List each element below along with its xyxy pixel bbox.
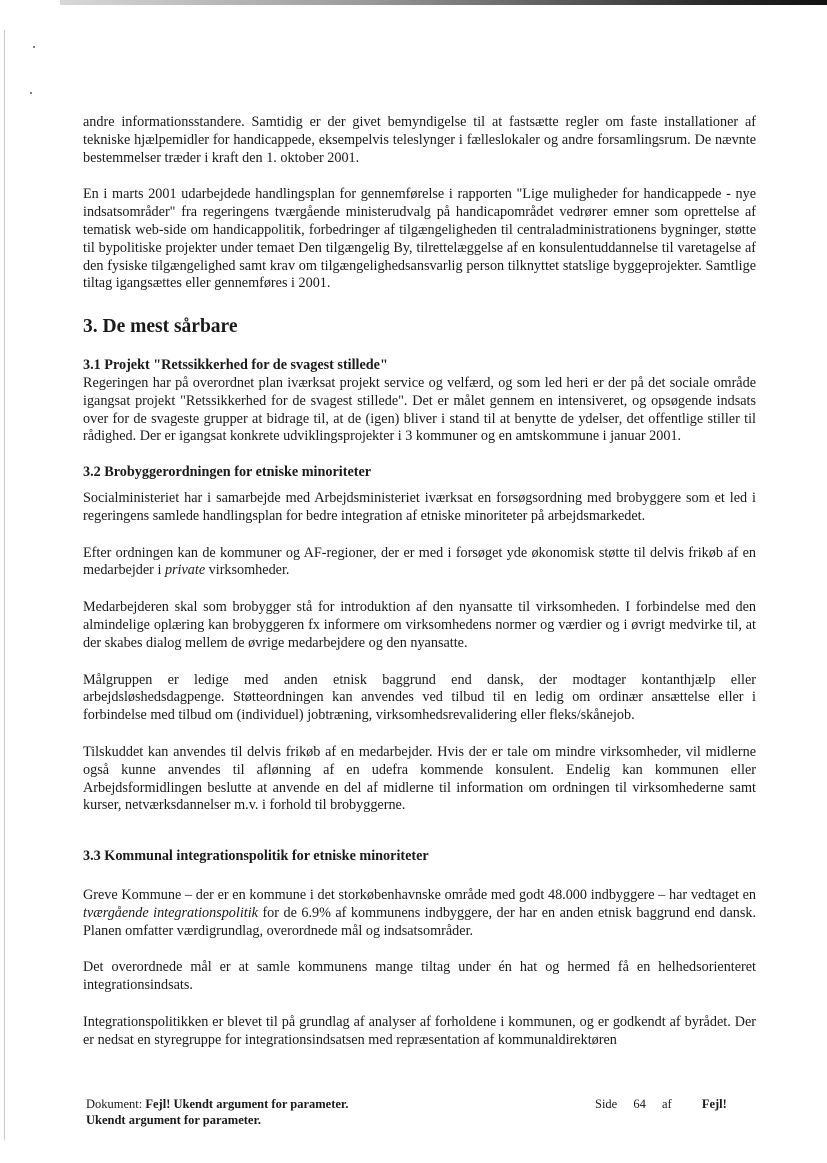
section-3-2-paragraph-1: Socialministeriet har i samarbejde med Arbejdsministeriet iværksat en forsøgsordning med brobyggere som et led i regeringens samlede handlingsplan for bedre integration af etniske minoriteter på arbejdsmarkedet. (83, 489, 756, 524)
text-run: Efter ordningen kan de kommuner og AF-regioner, der er med i forsøget yde økonomisk støtte til delvis frikøb af en medarbejder i (83, 544, 756, 579)
paragraph-standards: andre informationsstandere. Samtidig er der givet bemyndigelse til at fastsætte regler om faste installationer af tekniske hjælpemidler for handicappede, eksempelvis teleslynger i fælleslokaler og andre forsamlingsrum. De nævnte bestemmelser træder i kraft den 1. oktober 2001. (83, 114, 756, 166)
section-3-3-heading: 3.3 Kommunal integrationspolitik for etniske minoriteter (83, 848, 429, 865)
scan-speck (33, 46, 35, 48)
footer-page-number: 64 (633, 1097, 646, 1111)
italic-text-run: private (164, 562, 206, 579)
paragraph-action-plan: En i marts 2001 udarbejdede handlingsplan for gennemførelse i rapporten "Lige muligheder for handicappede - nye indsatsområder" fra regeringens tværgående ministerudvalg på handicapområdet vedrører emner som oprettelse af tematisk web-side om handicappolitik, forbedringer af tilgængeligheden til centraladministrationens bygninger, støtte til bypolitiske projekter under temaet Den tilgængelig By, tilrettelæggelse af en konsulentuddannelse til varetagelse af den fysiske tilgængelighed samt krav om tilgængelighedsansvarlig person tilknyttet statslige byggeprojekter. Samtlige tiltag igangsættes eller gennemføres i 2001. (83, 186, 756, 292)
section-3-3-paragraph-1 (83, 887, 756, 940)
scan-speck (30, 92, 32, 94)
section-3-3-paragraph-3: Integrationspolitikken er blevet til på grundlag af analyser af forholdene i kommunen, og er godkendt af byrådet. Der er nedsat en styregruppe for integrationsindsatsen med repræsentation af kommunaldirektøren (83, 1013, 756, 1048)
footer-of-label: af (661, 1097, 672, 1111)
footer-total-error: Fejl! (701, 1097, 727, 1111)
footer-error-text-line-2: Ukendt argument for parameter. (86, 1113, 261, 1127)
document-body (83, 114, 756, 1049)
text-run: for de 6.9% af kommunens indbyggere, der har en anden etnisk baggrund end dansk. Planen omfatter værdigrundlag, overordnede mål og indsatsområder. (83, 904, 757, 939)
footer-page-info (595, 1096, 727, 1112)
section-3-2-heading: 3.2 Brobyggerordningen for etniske minoriteter (83, 464, 372, 481)
footer-side-label: Side (595, 1097, 618, 1111)
text-run: virksomheder. (205, 562, 290, 579)
left-scan-edge (4, 30, 5, 1140)
italic-text-run: tværgående integrationspolitik (83, 904, 258, 921)
footer-document-info (86, 1096, 416, 1128)
top-scan-rule (60, 0, 827, 5)
section-3-2-paragraph-2 (83, 545, 756, 581)
section-3-3-paragraph-2: Det overordnede mål er at samle kommunens mange tiltag under én hat og hermed få en helhedsorienteret integrationsindsats. (83, 959, 756, 994)
section-3-2-paragraph-5: Tilskuddet kan anvendes til delvis frikøb af en medarbejder. Hvis der er tale om mindre virksomheder, vil midlerne også kunne anvendes til aflønning af en udefra kommende konsulent. Endelig kan kommunen eller Arbejdsformidlingen beslutte at anvende en del af midlerne til information om ordningen til virksomhederne samt kurser, netværksdannelser m.v. i forhold til brobyggerne. (83, 743, 756, 814)
section-3-1-text: Regeringen har på overordnet plan iværksat projekt service og velfærd, og som led heri er der på det sociale område igangsat projekt "Retssikkerhed for de svagest stillede". Det er målet gennem en intensiveret, og opsøgende indsats over for de svageste grupper at bidrage til, at de (igen) bliver i stand til at benytte de ydelser, det offentlige stiller til rådighed. Der er igangsat konkrete udviklingsprojekter i 3 kommuner og en amtskommune i januar 2001. (83, 374, 756, 445)
text-run: Greve Kommune – der er en kommune i det storkøbenhavnske område med godt 48.000 indbyggere – har vedtaget en (83, 886, 756, 903)
section-3-1-heading: 3.1 Projekt "Retssikkerhed for de svagest stillede" (83, 357, 388, 374)
footer-error-text: Fejl! Ukendt argument for parameter. (145, 1097, 349, 1111)
section-3-2-paragraph-3: Medarbejderen skal som brobygger stå for introduktion af den nyansatte til virksomheden. I forbindelse med den almindelige oplæring kan brobyggeren fx informere om virksomhedens normer og værdier og i øvrigt medvirke til, at der skabes dialog mellem de øvrige medarbejdere og den nyansatte. (83, 599, 756, 651)
section-3-title: 3. De mest sårbare (83, 316, 238, 338)
section-3-2-paragraph-4: Målgruppen er ledige med anden etnisk baggrund end dansk, der modtager kontanthjælp eller arbejdsløshedsdagpenge. Støtteordningen kan anvendes ved tilbud til en ledig om ordinær ansættelse eller i forbindelse med tilbud om (individuel) jobtræning, virksomhedsrevalidering eller fleks/skånejob. (83, 671, 756, 724)
footer-document-label: Dokument: (86, 1097, 146, 1111)
